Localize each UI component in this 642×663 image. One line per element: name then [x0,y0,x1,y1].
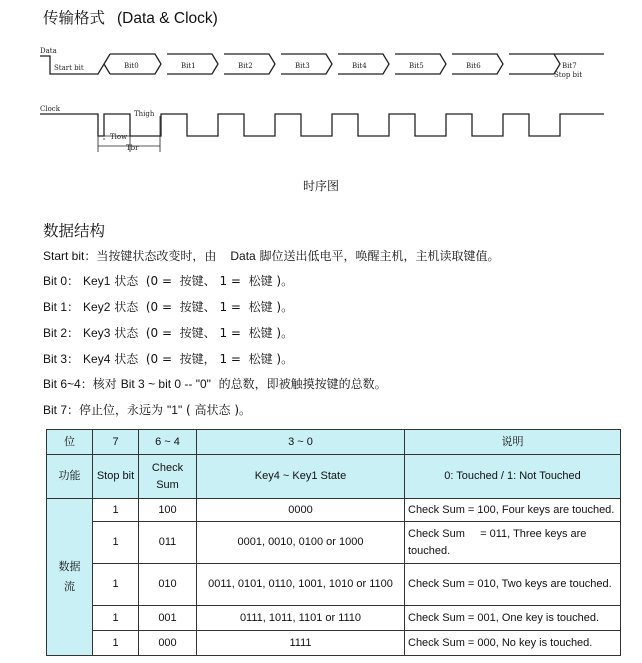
description-part: ：核对 [80,377,117,391]
cell-checksum: 100 [139,499,197,522]
bit-label: Bit1 [181,62,196,70]
timing-diagram [38,44,608,156]
table-row [47,564,621,606]
stream-label: 数据流 [47,499,93,656]
description-part: ： [67,274,80,288]
section-title-data-structure: 数据结构 [43,222,106,240]
cell-keys: 0111, 1011, 1101 or 1110 [197,606,405,631]
tlow-label: Tlow [110,133,128,141]
header-bit: 位 [47,430,93,455]
description-part: Key2 [83,300,111,314]
thigh-label: Thigh [134,110,155,118]
header-desc: 说明 [405,430,621,455]
data-label: Data [40,47,57,55]
table-row [47,631,621,656]
description-line [43,401,251,418]
function-label: 功能 [47,455,93,499]
cell-keys: 0011, 0101, 0110, 1001, 1010 or 1100 [197,564,405,606]
function-stop-bit: Stop bit [93,455,139,499]
stop-bit-label: Stop bit [554,71,583,79]
bit-label: Bit5 [409,62,424,70]
description-part: ： [67,326,80,340]
description-part: Bit 0 [43,274,68,288]
description-part: ： [67,352,80,366]
description-part: Bit 7 [43,403,68,417]
cell-checksum: 010 [139,564,197,606]
description-part: "1" [167,403,183,417]
cell-desc: Check Sum = 100, Four keys are touched. [405,499,621,522]
cell-checksum: 011 [139,522,197,564]
table-row [47,606,621,631]
title-en: (Data & Clock) [117,10,218,27]
cell-keys: 0000 [197,499,405,522]
clock-label: Clock [40,105,60,113]
description-part: 状态 (0 = 按键、 1 = 松键 )。 [110,300,294,314]
diagram-caption: 时序图 [302,179,339,193]
description-line [43,298,293,315]
function-key-state: Key4 ~ Key1 State [197,455,405,499]
cell-keys: 0001, 0010, 0100 or 1000 [197,522,405,564]
start-bit-label: Start bit [54,64,84,72]
bit-label: Bit0 [124,62,139,70]
description-part: Bit 6~4 [43,377,81,391]
function-check-sum: Check Sum [139,455,197,499]
description-part: ： [67,300,80,314]
bit-label: Bit4 [352,62,367,70]
description-part: 状态 (0 = 按键、 1 = 松键 )。 [110,274,294,288]
description-part: Bit 2 [43,326,68,340]
cell-bit7: 1 [93,631,139,656]
description-part: 脚位送出低电平，唤醒主机，主机读取键值。 [255,249,500,263]
description-part: Data [230,249,256,263]
bit-label: Bit6 [466,62,481,70]
cell-desc: Check Sum = 011, Three keys are touched. [405,522,621,564]
description-part: 状态 (0 = 按键、 1 = 松键 )。 [110,326,294,340]
cell-desc: Check Sum = 000, No key is touched. [405,631,621,656]
cell-bit7: 1 [93,606,139,631]
cell-keys: 1111 [197,631,405,656]
description-line [43,324,293,341]
bit-label: Bit2 [238,62,253,70]
title-cn: 传输格式 [43,9,106,27]
header-7: 7 [93,430,139,455]
tbr-label: Tbr [126,144,139,152]
function-desc: 0: Touched / 1: Not Touched [405,455,621,499]
description-part: Key4 [83,352,111,366]
description-part: ( 高状态 )。 [182,403,252,417]
description-line [43,247,500,264]
description-part: Bit 3 ~ bit 0 -- "0" [120,377,211,391]
description-line [43,375,387,392]
cell-desc: Check Sum = 001, One key is touched. [405,606,621,631]
description-line [43,272,293,289]
cell-desc: Check Sum = 010, Two keys are touched. [405,564,621,606]
description-part: Bit 3 [43,352,68,366]
bit7-label: Bit7 [562,62,577,70]
cell-checksum: 001 [139,606,197,631]
data-table [46,429,621,656]
description-part: Key1 [83,274,111,288]
description-part: Start bit [43,249,85,263]
description-part: Bit 1 [43,300,68,314]
section-title-transfer-format [43,6,218,28]
cell-bit7: 1 [93,499,139,522]
header-6-4: 6 ~ 4 [139,430,197,455]
cell-bit7: 1 [93,522,139,564]
table-row [47,499,621,522]
bit-label: Bit3 [295,62,310,70]
header-3-0: 3 ~ 0 [197,430,405,455]
description-part: Key3 [83,326,111,340]
description-line [43,350,293,367]
cell-checksum: 000 [139,631,197,656]
description-part: 的总数，即被触摸按键的总数。 [210,377,387,391]
table-row [47,522,621,564]
description-part: 状态 (0 = 按键， 1 = 松键 )。 [110,352,294,366]
description-part: ：停止位，永远为 [67,403,164,417]
description-part: ：当按键状态改变时，由 [84,249,217,263]
cell-bit7: 1 [93,564,139,606]
